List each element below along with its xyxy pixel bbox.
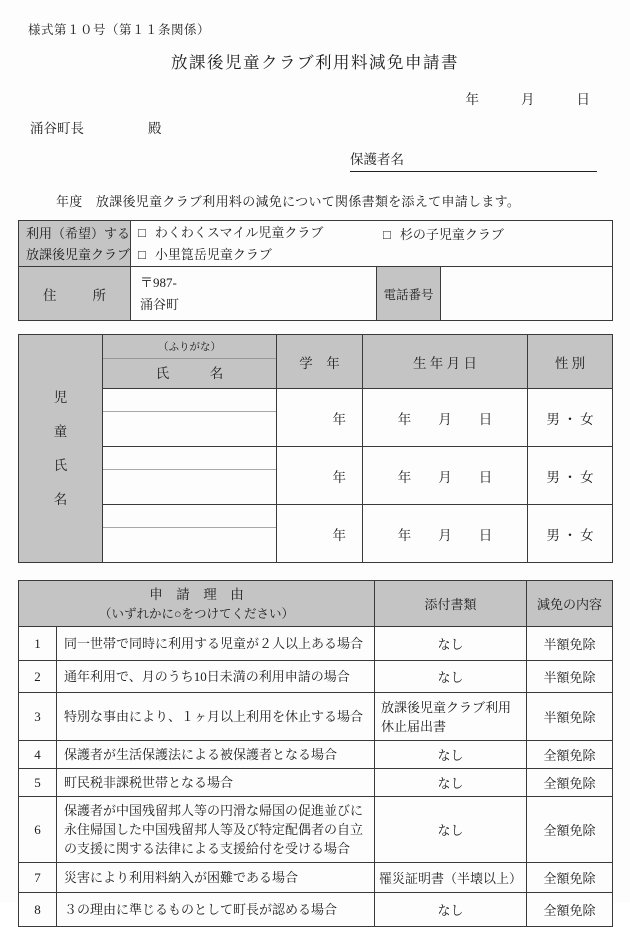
town-name: 涌谷町 (140, 296, 180, 312)
child-3-furigana-field[interactable] (103, 505, 276, 528)
reason-4-attach: なし (375, 741, 527, 769)
club-option-3 (138, 244, 272, 266)
reason-4-no[interactable]: 4 (19, 741, 57, 769)
reason-1-attach: なし (375, 627, 527, 661)
child-2-sex[interactable]: 男 ・ 女 (528, 447, 613, 505)
child-3-sex[interactable]: 男 ・ 女 (528, 505, 613, 563)
reason-8-no[interactable]: 8 (19, 893, 57, 927)
phone-label: 電話番号 (377, 267, 441, 321)
intro-text: 年度 放課後児童クラブ利用料の減免について関係書類を添えて申請します。 (56, 194, 521, 209)
reason-4-text: 保護者が生活保護法による被保護者となる場合 (57, 741, 375, 769)
club-option-1-label: わくわくスマイル児童クラブ (154, 224, 324, 240)
child-1-birth[interactable]: 年 月 日 (363, 389, 528, 447)
form-number: 様式第１０号（第１１条関係） (28, 23, 211, 37)
reason-2-reduction: 半額免除 (527, 661, 613, 693)
reason-row-8 (19, 893, 613, 927)
reason-row-3 (19, 693, 613, 741)
address-label-cell: 住 所 (19, 267, 131, 321)
child-3-birth[interactable]: 年 月 日 (363, 505, 528, 563)
club-options-cell (131, 221, 613, 267)
reason-5-reduction: 全額免除 (527, 769, 613, 797)
club-option-2-label: 杉の子児童クラブ (399, 227, 504, 242)
birth-header: 生 年 月 日 (363, 335, 528, 389)
reason-1-reduction: 半額免除 (527, 627, 613, 661)
child-1-name-field[interactable] (103, 412, 276, 446)
guardian-row (18, 148, 612, 172)
date-month-label: 月 (521, 92, 535, 107)
postal-code: 〒987- (140, 274, 177, 290)
reason-4-reduction: 全額免除 (527, 741, 613, 769)
checkbox-club-3[interactable]: □ (138, 246, 146, 262)
reason-row-6 (19, 797, 613, 863)
child-row-2 (19, 447, 613, 505)
reason-6-text: 保護者が中国残留邦人等の円滑な帰国の促進並びに永住帰国した中国残留邦人等及び特定配偶者の自立の支援に関する法律による支援給付を受ける場合 (57, 797, 375, 863)
grade-header: 学 年 (277, 335, 363, 389)
club-row-label: 利用（希望）する 放課後児童クラブ (19, 221, 131, 267)
child-3-grade[interactable]: 年 (277, 505, 363, 563)
child-1-name-cell (103, 389, 277, 447)
reason-3-text: 特別な事由により、１ヶ月以上利用を休止する場合 (57, 693, 375, 741)
address-value-field[interactable] (131, 267, 377, 321)
checkbox-club-1[interactable]: □ (138, 224, 146, 240)
reason-row-7 (19, 863, 613, 893)
date-line (18, 88, 612, 108)
child-2-name-field[interactable] (103, 470, 276, 504)
reason-2-attach: なし (375, 661, 527, 693)
child-row-1 (19, 389, 613, 447)
reason-3-attach: 放課後児童クラブ利用休止届出書 (375, 693, 527, 741)
sex-header: 性 別 (528, 335, 613, 389)
reduction-header: 減免の内容 (527, 581, 613, 627)
checkbox-club-2[interactable]: □ (383, 227, 391, 242)
reason-7-attach: 罹災証明書（半壊以上） (375, 863, 527, 893)
date-day-label: 日 (576, 92, 590, 107)
reason-2-no[interactable]: 2 (19, 661, 57, 693)
reason-header-cell (19, 581, 375, 627)
child-1-grade[interactable]: 年 (277, 389, 363, 447)
reason-8-attach: なし (375, 893, 527, 927)
guardian-name-field[interactable] (350, 148, 597, 172)
child-3-name-cell (103, 505, 277, 563)
reason-1-no[interactable]: 1 (19, 627, 57, 661)
child-1-furigana-field[interactable] (103, 389, 276, 412)
reason-2-text: 通年利用で、月のうち10日未満の利用申請の場合 (57, 661, 375, 693)
club-option-3-label: 小里箟岳児童クラブ (154, 246, 272, 262)
reason-row-1 (19, 627, 613, 661)
child-2-birth[interactable]: 年 月 日 (363, 447, 528, 505)
reason-table (18, 580, 613, 927)
child-1-sex[interactable]: 男 ・ 女 (528, 389, 613, 447)
reason-7-reduction: 全額免除 (527, 863, 613, 893)
addressee-row (30, 117, 612, 137)
reason-3-reduction: 半額免除 (527, 693, 613, 741)
attach-header: 添付書類 (375, 581, 527, 627)
reason-8-reduction: 全額免除 (527, 893, 613, 927)
reason-7-no[interactable]: 7 (19, 863, 57, 893)
page-title: 放課後児童クラブ利用料減免申請書 (171, 53, 459, 72)
reason-3-no[interactable]: 3 (19, 693, 57, 741)
child-2-furigana-field[interactable] (103, 447, 276, 470)
reason-row-2 (19, 661, 613, 693)
club-option-2 (383, 224, 504, 246)
name-header-cell (103, 335, 277, 389)
reason-5-attach: なし (375, 769, 527, 797)
reason-8-text: ３の理由に準じるものとして町長が認める場合 (57, 893, 375, 927)
reason-row-5 (19, 769, 613, 797)
reason-header-title: 申 請 理 由 (149, 586, 244, 602)
reason-5-no[interactable]: 5 (19, 769, 57, 797)
child-3-name-field[interactable] (103, 528, 276, 562)
children-side-label: 児 童 氏 名 (19, 335, 103, 563)
reason-5-text: 町民税非課税世帯となる場合 (57, 769, 375, 797)
club-option-1 (138, 222, 323, 244)
reason-row-4 (19, 741, 613, 769)
reason-6-attach: なし (375, 797, 527, 863)
child-row-3 (19, 505, 613, 563)
child-2-name-cell (103, 447, 277, 505)
reason-7-text: 災害により利用料納入が困難である場合 (57, 863, 375, 893)
guardian-name-label: 保護者名 (350, 152, 404, 167)
reason-header-note: （いずれかに○をつけてください） (98, 606, 295, 621)
reason-1-text: 同一世帯で同時に利用する児童が２人以上ある場合 (57, 627, 375, 661)
date-year-label: 年 (465, 92, 479, 107)
child-2-grade[interactable]: 年 (277, 447, 363, 505)
name-header: 氏 名 (155, 366, 224, 381)
phone-value-field[interactable] (441, 267, 613, 321)
reason-6-reduction: 全額免除 (527, 797, 613, 863)
addressee-label: 涌谷町長 (30, 121, 84, 136)
club-table (18, 220, 613, 321)
reason-6-no[interactable]: 6 (19, 797, 57, 863)
furigana-header: （ふりがな） (103, 335, 276, 359)
children-table (18, 334, 613, 563)
honorific-label: 殿 (148, 121, 162, 136)
